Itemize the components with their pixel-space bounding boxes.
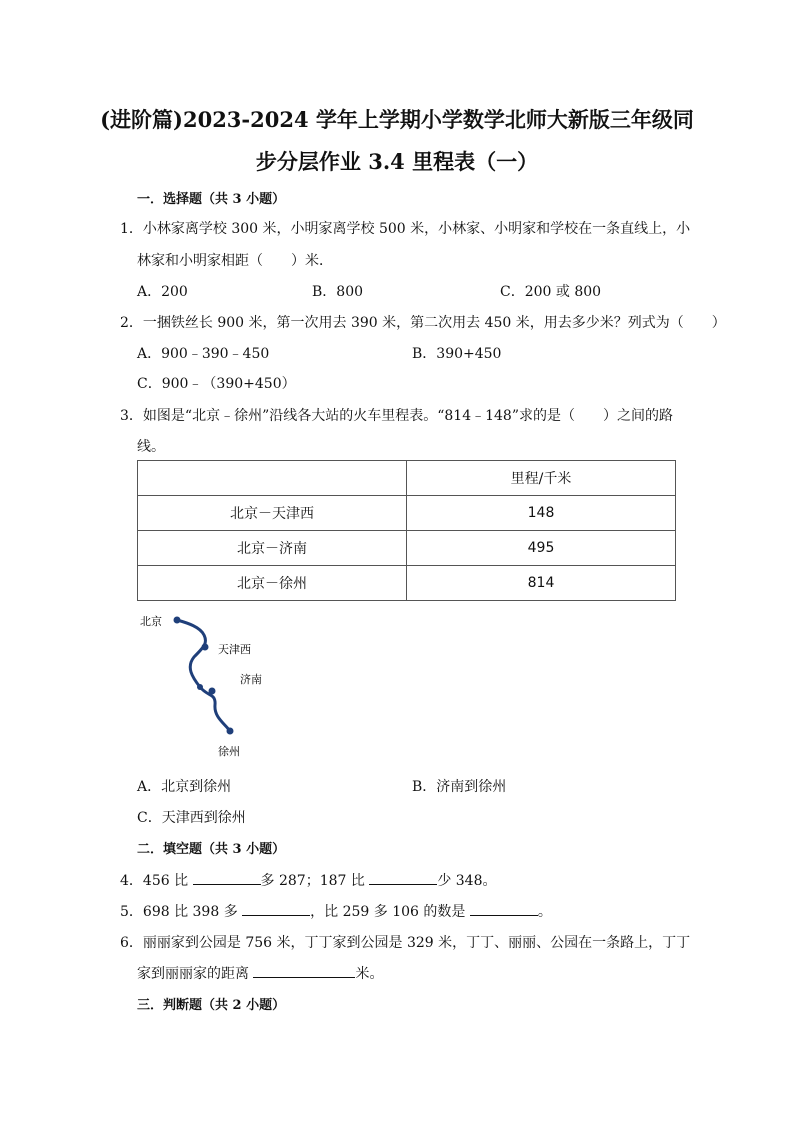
q5-text-2: ，比 259 多 106 的数是 [310, 904, 470, 920]
q5-answer-blank-1[interactable] [242, 901, 310, 916]
q6-answer-blank[interactable] [253, 963, 355, 978]
q6-text-1: 家到丽丽家的距离 [137, 966, 254, 982]
q5-text-1: 5．698 比 398 多 [120, 904, 243, 920]
station-dot-jinan-1 [197, 684, 203, 690]
q6-line1: 6．丽丽家到公园是 756 米，丁丁家到公园是 329 米，丁丁、丽丽、公园在一条路上，丁丁 [120, 935, 691, 951]
section-heading-choice: 一．选择题（共 3 小题） [137, 192, 286, 207]
table-header-cell [138, 461, 407, 496]
table-row [138, 531, 676, 566]
table-row [138, 566, 676, 601]
q5-answer-blank-2[interactable] [470, 901, 538, 916]
table-cell-route: 北京－徐州 [138, 566, 407, 601]
q3-option-b[interactable]: B．济南到徐州 [412, 779, 507, 795]
page-title-line1: (进阶篇)2023-2024 学年上学期小学数学北师大新版三年级同 [100, 107, 694, 132]
q3-line1: 3．如图是“北京﹣徐州”沿线各大站的火车里程表。“814﹣148”求的是（ ）之间的路 [120, 408, 673, 424]
table-cell-route: 北京－天津西 [138, 496, 407, 531]
table-header-cell: 里程/千米 [407, 461, 676, 496]
q3-option-a[interactable]: A．北京到徐州 [137, 779, 232, 795]
station-dot-jinan-2 [209, 688, 216, 695]
station-dot-tianjinxi [202, 644, 209, 651]
section-heading-fill: 二．填空题（共 3 小题） [137, 842, 286, 857]
station-label-xuzhou: 徐州 [218, 745, 240, 758]
q4-text-2: 多 287；187 比 [260, 873, 370, 889]
mileage-table [137, 460, 676, 601]
q4-answer-blank-1[interactable] [193, 870, 261, 885]
q5-text-3: 。 [537, 904, 552, 920]
station-label-beijing: 北京 [140, 615, 162, 628]
q1-option-a[interactable]: A．200 [137, 284, 188, 300]
q4-text-3: 少 348。 [437, 873, 497, 889]
q4-answer-blank-2[interactable] [369, 870, 437, 885]
table-cell-distance: 814 [407, 566, 676, 601]
q1-line1: 1．小林家离学校 300 米，小明家离学校 500 米，小林家、小明家和学校在一条直线上，小 [120, 221, 691, 237]
table-cell-distance: 148 [407, 496, 676, 531]
page-title-line2: 步分层作业 3.4 里程表（一） [255, 149, 539, 174]
q4-line [120, 870, 497, 890]
railway-route-line [177, 620, 230, 731]
station-dot-xuzhou [227, 728, 234, 735]
q4-text-1: 4．456 比 [120, 873, 193, 889]
table-header-row [138, 461, 676, 496]
section-heading-judge: 三．判断题（共 2 小题） [137, 998, 286, 1013]
table-cell-distance: 495 [407, 531, 676, 566]
station-label-tianjinxi: 天津西 [218, 643, 251, 656]
q3-option-c[interactable]: C．天津西到徐州 [137, 810, 246, 826]
q3-line2: 线。 [137, 439, 165, 455]
q6-text-2: 米。 [355, 966, 384, 982]
q1-option-b[interactable]: B．800 [312, 284, 364, 300]
railway-route-map [130, 605, 280, 765]
table-cell-route: 北京－济南 [138, 531, 407, 566]
q6-line2 [137, 963, 383, 983]
table-row [138, 496, 676, 531]
q2-option-c[interactable]: C．900﹣（390+450） [137, 376, 296, 392]
q1-line2: 林家和小明家相距（ ）米． [137, 253, 333, 269]
station-label-jinan: 济南 [240, 673, 262, 686]
q2-option-a[interactable]: A．900﹣390﹣450 [137, 346, 270, 362]
q5-line [120, 901, 552, 921]
q2-option-b[interactable]: B．390+450 [412, 346, 502, 362]
q2-line1: 2．一捆铁丝长 900 米，第一次用去 390 米，第二次用去 450 米，用去多少米？列式为（ ） [120, 315, 726, 331]
station-dot-beijing [174, 617, 181, 624]
q1-option-c[interactable]: C．200 或 800 [500, 284, 602, 300]
